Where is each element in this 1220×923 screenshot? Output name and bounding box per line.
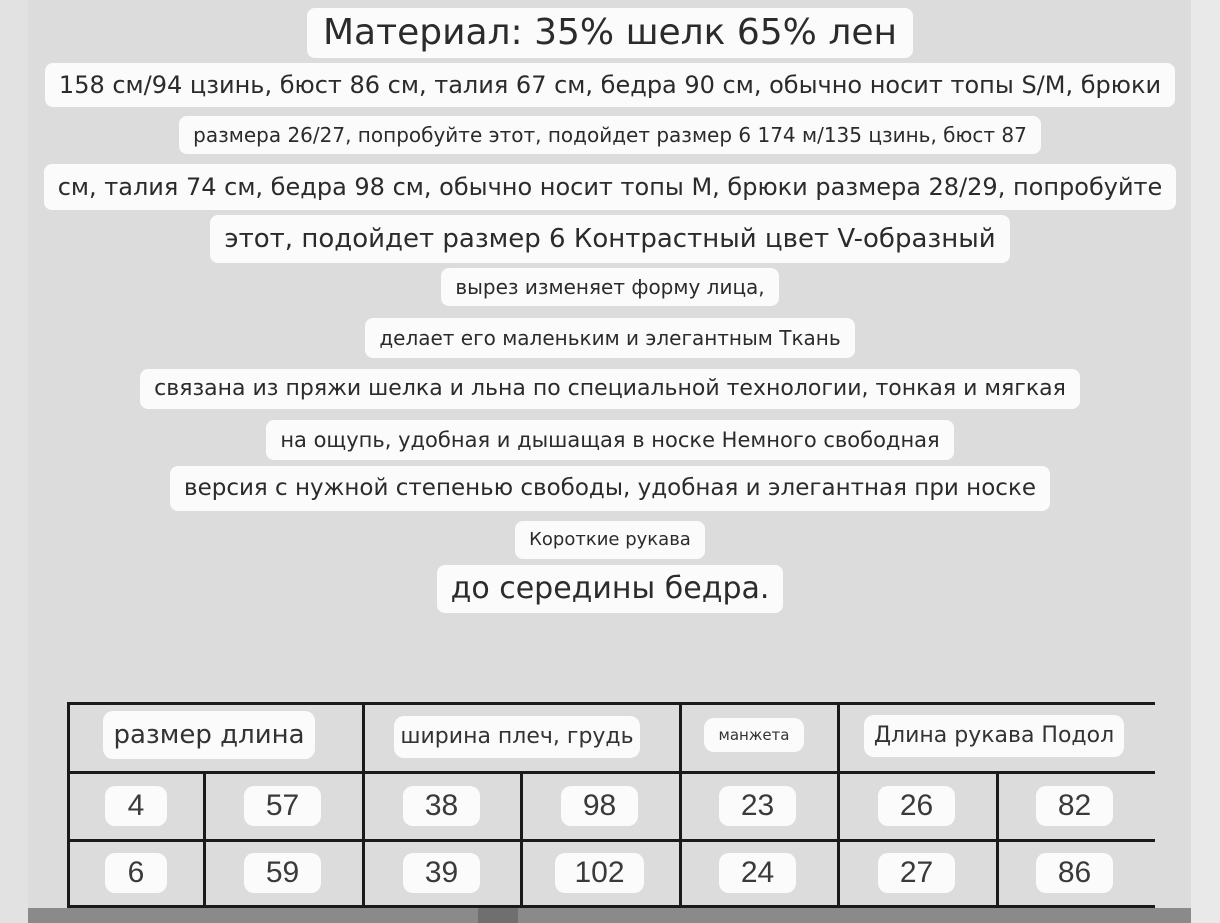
table-rule xyxy=(67,905,1155,908)
neckline-text: вырез изменяет форму лица, xyxy=(441,268,778,306)
table-cell: 57 xyxy=(244,786,321,826)
material-text: Материал: 35% шелк 65% лен xyxy=(307,8,913,58)
description-line xyxy=(0,164,1220,210)
table-rule xyxy=(67,702,70,908)
description-line xyxy=(0,63,1220,107)
table-cell: 26 xyxy=(878,786,955,826)
header-cuff: манжета xyxy=(704,718,804,752)
description-line xyxy=(0,318,1220,358)
table-rule xyxy=(362,702,365,908)
description-line xyxy=(0,268,1220,306)
table-cell: 39 xyxy=(403,853,480,893)
table-rule xyxy=(203,771,206,908)
description-line xyxy=(0,565,1220,613)
table-cell: 23 xyxy=(719,786,796,826)
size-table xyxy=(67,702,1155,908)
table-cell: 24 xyxy=(719,853,796,893)
table-rule xyxy=(679,702,682,908)
fabric-text: связана из пряжи шелка и льна по специальной технологии, тонкая и мягкая xyxy=(140,369,1080,409)
table-rule xyxy=(67,702,1155,705)
header-shoulder-chest: ширина плеч, грудь xyxy=(394,716,640,758)
description-line xyxy=(0,215,1220,263)
table-cell: 38 xyxy=(403,786,480,826)
description-line xyxy=(0,420,1220,460)
description-line xyxy=(0,521,1220,559)
table-rule xyxy=(520,771,523,908)
description-line xyxy=(0,116,1220,154)
fabric-intro-text: делает его маленьким и элегантным Ткань xyxy=(365,318,854,358)
table-cell: 102 xyxy=(555,853,644,893)
table-cell: 82 xyxy=(1036,786,1113,826)
description-line xyxy=(0,466,1220,511)
table-cell: 98 xyxy=(561,786,638,826)
fit-text: версия с нужной степенью свободы, удобная и элегантная при носке xyxy=(170,466,1050,511)
length-text: до середины бедра. xyxy=(437,565,784,613)
header-size-length: размер длина xyxy=(103,711,315,759)
table-cell: 6 xyxy=(105,853,167,893)
product-photo-edge xyxy=(28,908,1191,923)
table-rule xyxy=(996,771,999,908)
table-cell: 86 xyxy=(1036,853,1113,893)
model-2-size-text: этот, подойдет размер 6 Контрастный цвет V-образный xyxy=(210,215,1009,263)
model-1-measurements-text: 158 см/94 цзинь, бюст 86 см, талия 67 см, бедра 90 см, обычно носит топы S/M, брюки xyxy=(45,63,1175,107)
table-cell: 59 xyxy=(244,853,321,893)
table-rule xyxy=(67,839,1155,842)
table-rule xyxy=(837,702,840,908)
comfort-text: на ощупь, удобная и дышащая в носке Немного свободная xyxy=(266,420,953,460)
material-line xyxy=(0,8,1220,58)
description-line xyxy=(0,369,1220,409)
table-cell: 27 xyxy=(878,853,955,893)
sleeves-text: Короткие рукава xyxy=(515,521,705,559)
table-cell: 4 xyxy=(105,786,167,826)
model-1-size-text: размера 26/27, попробуйте этот, подойдет размер 6 174 м/135 цзинь, бюст 87 xyxy=(179,116,1041,154)
table-rule xyxy=(67,771,1155,774)
model-2-measurements-text: см, талия 74 см, бедра 98 см, обычно носит топы М, брюки размера 28/29, попробуйте xyxy=(44,164,1177,210)
header-sleeve-hem: Длина рукава Подол xyxy=(864,715,1124,757)
